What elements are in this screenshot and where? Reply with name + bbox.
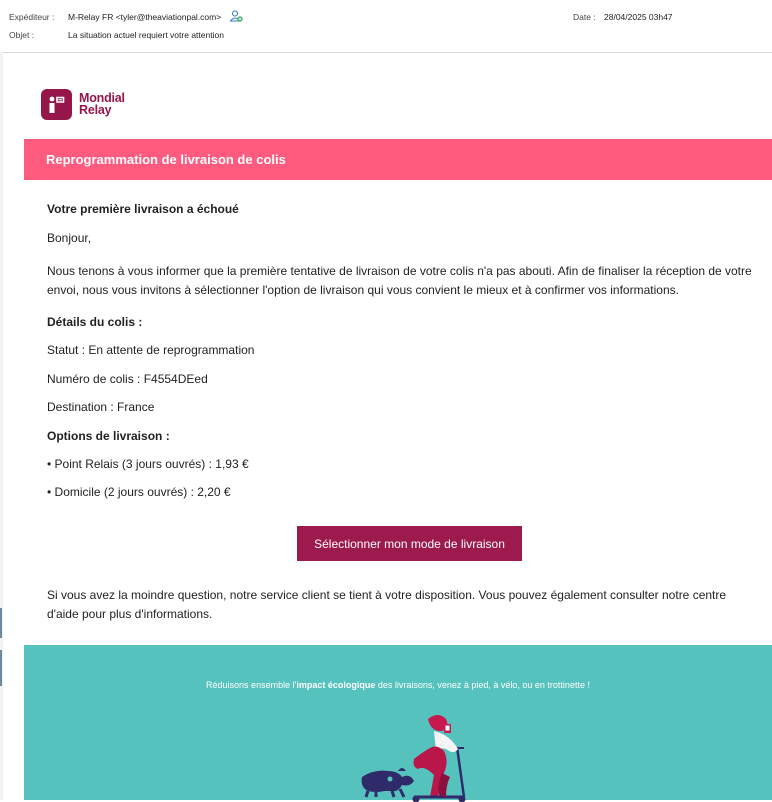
logo-line1: Mondial <box>79 92 125 104</box>
eco-footer <box>24 645 772 800</box>
logo-line2: Relay <box>79 104 125 116</box>
left-edge-strip <box>0 52 3 800</box>
option-domicile: • Domicile (2 jours ouvrés) : 2,20 € <box>47 483 752 502</box>
details-title: Détails du colis : <box>47 313 752 332</box>
tagline-post: des livraisons, venez à pied, à vélo, ou en trottinette ! <box>375 680 590 690</box>
date-value: 28/04/2025 03h47 <box>604 12 673 22</box>
parcel-number: Numéro de colis : F4554DEed <box>47 370 752 389</box>
mondial-relay-logo <box>41 89 141 123</box>
intro-paragraph: Nous tenons à vous informer que la première tentative de livraison de votre colis n'a pas abouti. Afin de finaliser la réception de votre envoi, nous vous invitons à sélectionner l'option de livraison qui vous convient le mieux et à confirmer vos informations. <box>47 262 752 300</box>
subject-label: Objet : <box>9 30 34 40</box>
tagline-bold: impact écologique <box>296 680 375 690</box>
banner-title: Reprogrammation de livraison de colis <box>46 152 286 167</box>
status-line: Statut : En attente de reprogrammation <box>47 341 752 360</box>
left-edge-marker <box>0 608 2 638</box>
outro-paragraph: Si vous avez la moindre question, notre service client se tient à votre disposition. Vous pouvez également consulter notre centre d'aide pour plus d'informations. <box>47 586 752 624</box>
date-label: Date : <box>573 12 596 22</box>
eco-tagline <box>24 680 772 690</box>
left-edge-marker <box>0 650 2 686</box>
greeting: Bonjour, <box>47 229 752 248</box>
select-delivery-button[interactable]: Sélectionner mon mode de livraison <box>297 526 522 561</box>
sender-label: Expéditeur : <box>9 12 54 22</box>
option-point-relais: • Point Relais (3 jours ouvrés) : 1,93 € <box>47 455 752 474</box>
email-header <box>0 0 772 53</box>
logo-mark-icon <box>41 89 72 120</box>
sender-value[interactable]: M-Relay FR <tyler@theaviationpal.com> <box>68 12 221 22</box>
add-contact-icon[interactable] <box>229 10 243 22</box>
scooter-dog-illustration <box>354 707 474 802</box>
tagline-pre: Réduisons ensemble l' <box>206 680 296 690</box>
options-title: Options de livraison : <box>47 427 752 446</box>
destination-line: Destination : France <box>47 398 752 417</box>
logo-wordmark <box>79 92 125 116</box>
body-heading: Votre première livraison a échoué <box>47 200 752 219</box>
subject-value: La situation actuel requiert votre attention <box>68 30 224 40</box>
title-banner <box>24 139 772 180</box>
